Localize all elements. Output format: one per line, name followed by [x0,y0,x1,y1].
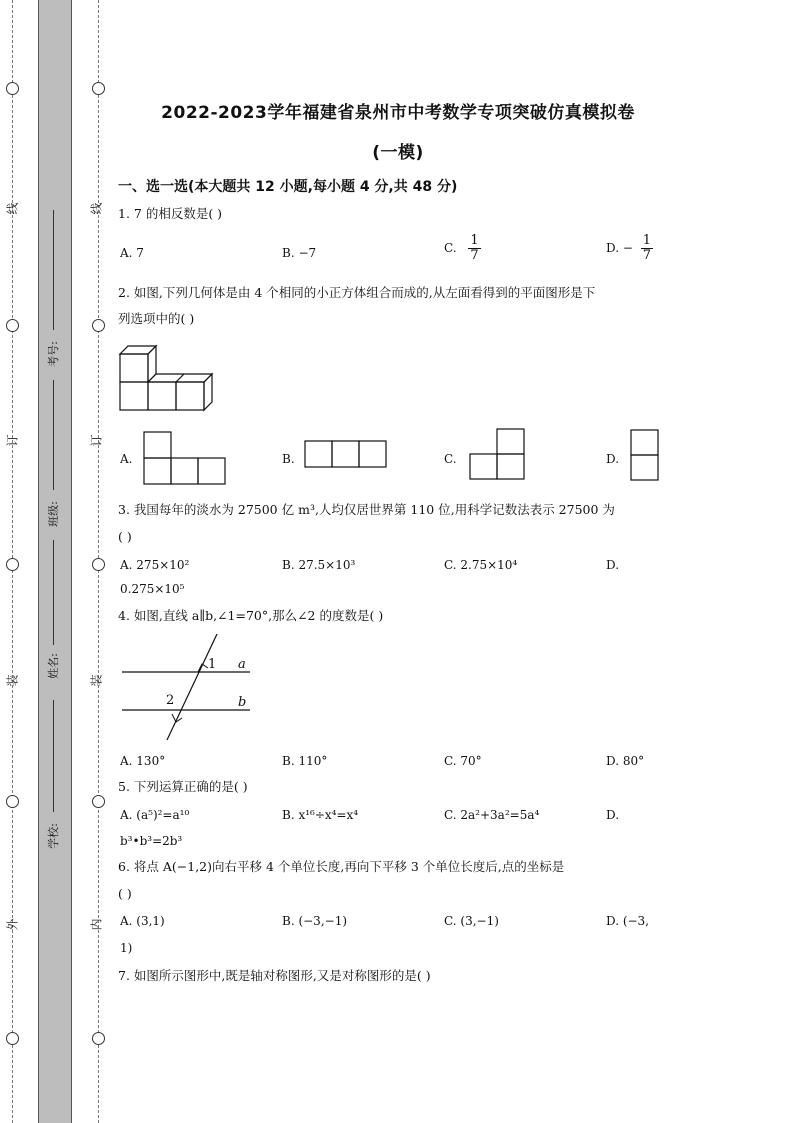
question-3-option-a[interactable]: A. 275×10² [120,558,190,572]
binding-hole [92,795,105,808]
fill-line [53,700,54,812]
question-6-option-b[interactable]: B. (−3,−1) [282,914,348,928]
exam-number-field[interactable] [42,210,66,380]
question-5-option-b[interactable]: B. x¹⁶÷x⁴=x⁴ [282,808,359,822]
page-subtitle: (一模) [372,143,424,163]
question-1-option-c[interactable] [444,234,481,263]
binding-char-inner: 内 [89,918,104,931]
fraction-numerator: 1 [470,233,479,248]
transversal [167,634,217,740]
section-heading: 一、选一选(本大题共 12 小题,每小题 4 分,共 48 分) [118,179,458,195]
question-2-option-a-figure [144,432,228,486]
binding-hole [6,82,19,95]
angle-2-label: 2 [166,693,175,708]
binding-char-inner: 订 [89,434,104,447]
question-2-stem-line2: 列选项中的( ) [118,311,195,326]
question-6-option-d-value: 1) [120,941,133,955]
fraction-numerator: 1 [642,233,651,248]
binding-char-outer: 订 [5,434,20,447]
fill-line [53,380,54,490]
question-1-option-b[interactable]: B. −7 [282,246,317,260]
question-4-option-a[interactable]: A. 130° [120,754,166,768]
option-label: C. [444,241,457,255]
option-label: D. − [606,241,633,255]
binding-char-inner: 线 [89,202,104,215]
binding-char-outer: 线 [5,202,20,215]
question-5-stem: 5. 下列运算正确的是( ) [118,779,248,794]
class-field[interactable] [42,380,66,550]
question-7-stem: 7. 如图所示图形中,既是轴对称图形,又是对称图形的是( ) [118,968,431,983]
question-2-option-b[interactable]: B. [282,452,295,466]
fraction-denominator: 7 [470,248,479,263]
question-2-option-d[interactable]: D. [606,452,620,466]
binding-hole [6,1032,19,1045]
question-3-option-d-value: 0.275×10⁵ [120,582,185,596]
name-label: 姓名: [46,653,60,679]
question-4-option-d[interactable]: D. 80° [606,754,645,768]
fraction-denominator: 7 [642,248,651,263]
page-title: 2022-2023学年福建省泉州市中考数学专项突破仿真模拟卷 [161,103,635,123]
fraction [641,234,653,263]
binding-hole [6,319,19,332]
binding-hole [92,319,105,332]
binding-char-outer: 装 [5,674,20,687]
school-label: 学校: [46,823,60,849]
question-2-option-c[interactable]: C. [444,452,457,466]
class-label: 班级: [46,501,60,527]
question-3-option-d[interactable]: D. [606,558,620,572]
question-3-stem-line2: ( ) [118,529,132,544]
question-2-option-c-figure [470,429,528,483]
binding-hole [92,82,105,95]
question-2-option-a[interactable]: A. [120,452,133,466]
angle-1-label: 1 [208,657,217,672]
question-5-option-a[interactable]: A. (a⁵)²=a¹⁰ [120,808,190,822]
question-2-solid-figure [120,346,218,412]
question-3-stem-line1: 3. 我国每年的淡水为 27500 亿 m³,人均仅居世界第 110 位,用科学记数法表示 27500 为 [118,502,615,517]
question-2-option-d-figure [631,430,661,484]
binding-hole [92,1032,105,1045]
binding-char-inner: 装 [89,674,104,687]
name-field[interactable] [42,540,66,710]
question-4-stem: 4. 如图,直线 a∥b,∠1=70°,那么∠2 的度数是( ) [118,608,384,623]
question-6-option-c[interactable]: C. (3,−1) [444,914,499,928]
question-2-option-b-figure [305,441,389,471]
line-b-label: b [238,695,247,710]
question-1-stem: 1. 7 的相反数是( ) [118,206,223,221]
question-6-option-a[interactable]: A. (3,1) [120,914,165,928]
question-3-option-b[interactable]: B. 27.5×10³ [282,558,356,572]
line-a-label: a [238,657,246,672]
question-4-option-b[interactable]: B. 110° [282,754,328,768]
fraction [468,234,480,263]
question-2-stem-line1: 2. 如图,下列几何体是由 4 个相同的小正方体组合而成的,从左面看得到的平面图形是下 [118,285,596,300]
question-1-option-a[interactable]: A. 7 [120,246,144,260]
exam-number-label: 考号: [46,341,60,367]
question-6-option-d[interactable]: D. (−3, [606,914,650,928]
fill-line [53,210,54,330]
question-6-stem-line1: 6. 将点 A(−1,2)向右平移 4 个单位长度,再向下平移 3 个单位长度后,点的坐标是 [118,859,565,874]
question-5-option-d[interactable]: D. [606,808,620,822]
binding-hole [92,558,105,571]
binding-hole [6,795,19,808]
question-3-option-c[interactable]: C. 2.75×10⁴ [444,558,518,572]
question-4-option-c[interactable]: C. 70° [444,754,482,768]
question-5-option-c[interactable]: C. 2a²+3a²=5a⁴ [444,808,540,822]
school-field[interactable] [42,700,66,880]
question-4-parallel-lines-figure [120,632,252,742]
binding-hole [6,558,19,571]
fill-line [53,540,54,645]
question-6-stem-line2: ( ) [118,886,132,901]
question-5-option-d-value: b³•b³=2b³ [120,834,183,848]
binding-char-outer: 外 [5,918,20,931]
question-1-option-d[interactable] [606,234,653,263]
